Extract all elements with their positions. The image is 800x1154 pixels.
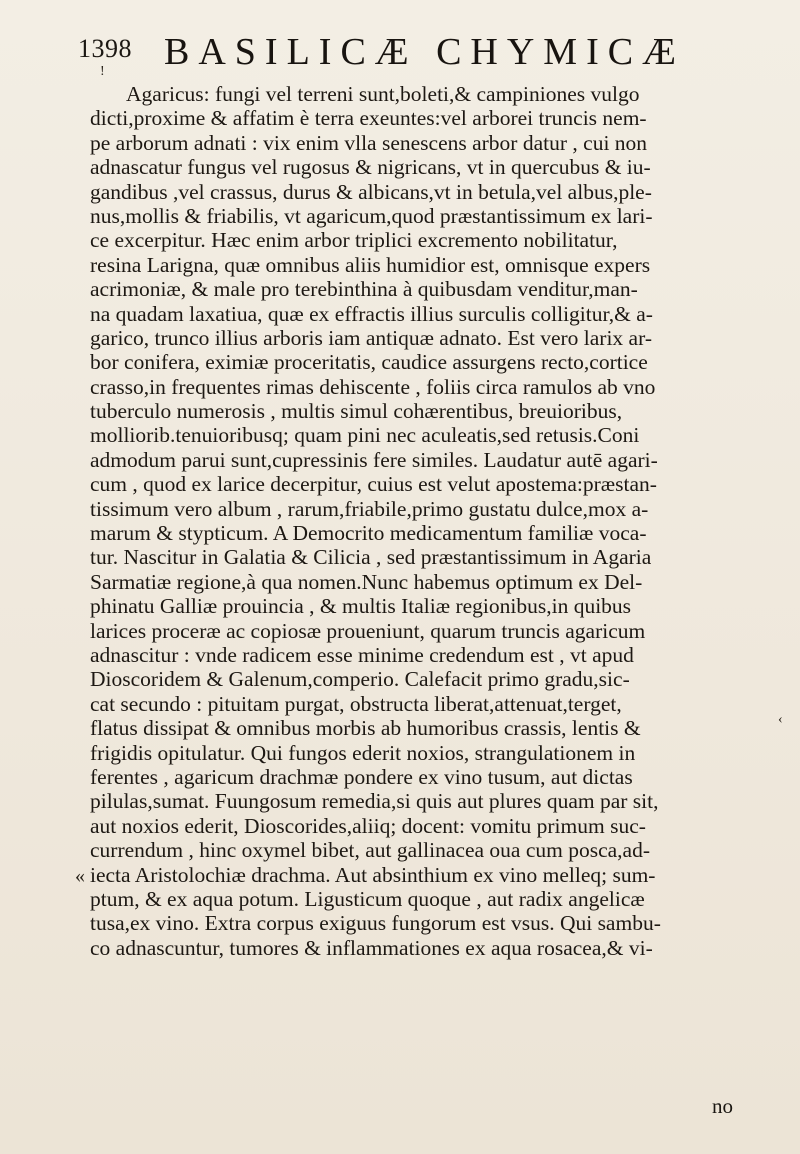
- text-line: ce excerpitur. Hæc enim arbor triplici excremento nobilitatur,: [90, 228, 618, 253]
- text-line: Agaricus: fungi vel terreni sunt,boleti,& campiniones vulgo: [126, 82, 640, 106]
- text-line: aut noxios ederit, Dioscorides,aliiq; docent: vomitu primum suc-: [90, 813, 646, 838]
- margin-mark: ‹: [778, 712, 783, 727]
- text-line: adnascitur : vnde radicem esse minime credendum est , vt apud: [90, 642, 634, 667]
- text-line: garico, trunco illius arboris iam antiquæ adnato. Est vero larix ar-: [90, 325, 652, 350]
- text-line: admodum parui sunt,cupressinis fere similes. Laudatur autē agari-: [90, 447, 658, 472]
- text-line: pe arborum adnati : vix enim vlla senescens arbor datur , cui non: [90, 130, 648, 155]
- text-line: cat secundo : pituitam purgat, obstructa liberat,attenuat,terget,: [90, 691, 622, 716]
- text-line: tusa,ex vino. Extra corpus exiguus fungorum est vsus. Qui sambu-: [90, 911, 661, 936]
- text-line: tissimum vero album , rarum,friabile,primo gustatu dulce,mox a-: [90, 496, 649, 521]
- text-line: nus,mollis & friabilis, vt agaricum,quod præstantissimum ex lari-: [90, 203, 653, 228]
- text-line: Dioscoridem & Galenum,comperio. Calefacit primo gradu,sic-: [90, 667, 630, 692]
- text-line: tur. Nascitur in Galatia & Cilicia , sed præstantissimum in Agaria: [90, 545, 652, 570]
- text-line: ptum, & ex aqua potum. Ligusticum quoque , aut radix angelicæ: [90, 886, 645, 911]
- text-line: larices proceræ ac copiosæ proueniunt, quarum truncis agaricum: [90, 618, 646, 643]
- text-line: pilulas,sumat. Fuungosum remedia,si quis aut plures quam par sit,: [90, 789, 659, 814]
- page-header: [78, 24, 778, 73]
- text-line: gandibus ,vel crassus, durus & albicans,vt in betula,vel albus,ple-: [90, 179, 652, 204]
- text-line: acrimoniæ, & male pro terebinthina à quibusdam venditur,man-: [90, 277, 638, 302]
- text-line: frigidis opitulatur. Qui fungos ederit noxios, strangulationem in: [90, 740, 636, 765]
- margin-mark: !: [100, 64, 105, 79]
- text-line: flatus dissipat & omnibus morbis ab humoribus crassis, lentis &: [90, 716, 641, 741]
- text-line: currendum , hinc oxymel bibet, aut gallinacea oua cum posca,ad-: [90, 838, 650, 863]
- text-line: adnascatur fungus vel rugosus & nigricans, vt in quercubus & iu-: [90, 155, 651, 180]
- text-line: ferentes , agaricum drachmæ pondere ex vino tusum, aut dictas: [90, 764, 633, 789]
- text-line: marum & stypticum. A Democrito medicamentum familiæ voca-: [90, 521, 647, 546]
- text-line: phinatu Galliæ prouincia , & multis Italiæ regionibus,in quibus: [90, 594, 632, 619]
- text-line: Sarmatiæ regione,à qua nomen.Nunc habemus optimum ex Del-: [90, 569, 643, 594]
- text-line: crasso,in frequentes rimas dehiscente , foliis circa ramulos ab vno: [90, 374, 656, 399]
- text-line: tuberculo numerosis , multis simul cohærentibus, breuioribus,: [90, 399, 623, 424]
- text-line: resina Larigna, quæ omnibus aliis humidior est, omnisque expers: [90, 252, 651, 277]
- text-line: dicti,proxime & affatim è terra exeuntes:vel arborei truncis nem-: [90, 106, 647, 131]
- running-head: BASILICÆ CHYMICÆ: [164, 31, 685, 73]
- page-number: 1398: [78, 34, 132, 63]
- body-text: [90, 82, 770, 960]
- text-line: iecta Aristolochiæ drachma. Aut absinthium ex vino melleq; sum-: [90, 862, 656, 887]
- catchword: no: [712, 1094, 733, 1118]
- margin-mark: «: [75, 865, 85, 887]
- text-line: bor conifera, eximiæ proceritatis, caudice assurgens recto,cortice: [90, 350, 648, 375]
- text-line: cum , quod ex larice decerpitur, cuius est velut apostema:præstan-: [90, 472, 657, 497]
- text-line: na quadam laxatiua, quæ ex effractis illius surculis colligitur,& a-: [90, 301, 653, 326]
- text-line: co adnascuntur, tumores & inflammationes ex aqua rosacea,& vi-: [90, 935, 653, 960]
- text-line: molliorib.tenuioribusq; quam pini nec aculeatis,sed retusis.Coni: [90, 423, 640, 448]
